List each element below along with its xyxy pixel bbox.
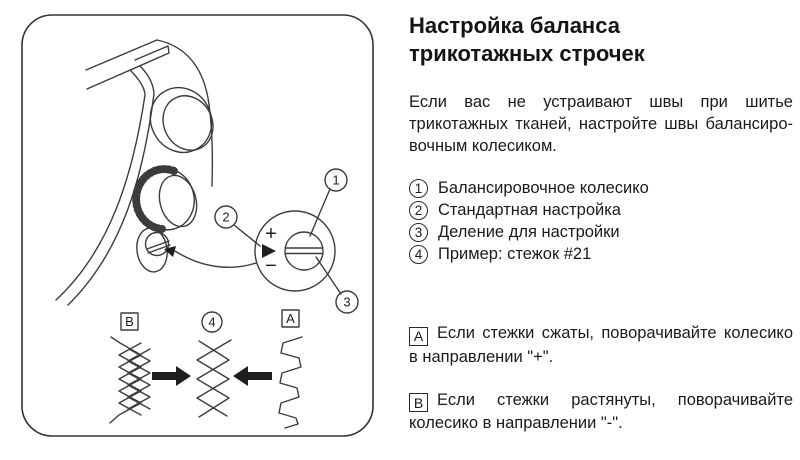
page-title: [409, 12, 793, 68]
legend-list: [409, 178, 793, 264]
page-title-line2: трикотажных строчек: [409, 41, 645, 66]
callout-3-leader: [316, 257, 341, 294]
boxed-letter-a: A: [409, 327, 428, 346]
legend-text-3: Деление для настройки: [438, 222, 620, 241]
closeup-leader-line: [175, 251, 256, 267]
note-a-text: Если стежки сжаты, поворачивайте колесико в направлении "+".: [409, 324, 793, 366]
note-b: [409, 389, 793, 435]
callout-3: [316, 257, 358, 313]
arrow-right-icon: [152, 366, 191, 386]
legend-text-2: Стандартная настройка: [438, 200, 621, 219]
callout-2: [215, 206, 260, 246]
plus-sign: +: [265, 223, 277, 245]
legend-item-1: [409, 178, 793, 198]
intro-paragraph: Если вас не устраивают швы при шитье трикотажных тканей, настройте швы балансиро-вочным колесиком.: [409, 93, 793, 155]
stitch-compressed: [110, 337, 150, 423]
stitch-b-zig4: [128, 349, 150, 409]
circled-number-1: 1: [409, 179, 428, 198]
text-column: [409, 12, 793, 434]
legend-text-4: Пример: стежок #21: [438, 244, 592, 263]
legend-item-2: [409, 200, 793, 220]
stitch-4-zig1: [197, 340, 231, 416]
label-a: A: [286, 311, 295, 326]
knob-outer: [131, 162, 201, 236]
stitch-balanced: [197, 340, 231, 417]
legend-text-1: Балансировочное колесико: [438, 178, 649, 197]
callout-4-number: 4: [208, 314, 216, 330]
arrow-left-icon: [233, 366, 272, 386]
note-b-text: Если стежки растянуты, поворачивайте колесико в направлении "-".: [409, 390, 793, 432]
diagram-panel-border: [22, 15, 373, 436]
machine-corner-inner: [131, 71, 145, 94]
callout-1: [310, 169, 347, 236]
legend-item-4: [409, 244, 793, 264]
boxed-letter-b: B: [409, 393, 428, 412]
machine-right-contour: [157, 40, 212, 186]
callout-1-leader: [310, 189, 330, 236]
stitch-4-zig2: [197, 341, 229, 417]
callout-2-leader: [234, 225, 260, 246]
stitch-stretched: [279, 337, 302, 428]
callout-1-number: 1: [332, 172, 340, 188]
machine-corner-outer: [140, 66, 154, 93]
legend-item-3: [409, 222, 793, 242]
knurled-knob: [131, 162, 202, 236]
circled-number-3: 3: [409, 223, 428, 242]
dial-screw-head: [285, 232, 323, 270]
circled-number-4: 4: [409, 245, 428, 264]
note-a: [409, 322, 793, 368]
minus-sign: −: [265, 255, 277, 277]
callout-2-number: 2: [222, 209, 230, 225]
label-b: B: [125, 314, 134, 329]
sewing-machine-drawing: [56, 40, 256, 305]
callout-3-number: 3: [343, 294, 351, 310]
balance-screw: [134, 226, 176, 274]
balance-dial-closeup: [255, 211, 335, 291]
circled-number-2: 2: [409, 201, 428, 220]
stitch-samples: [110, 310, 302, 428]
dial-slot-lines: [286, 248, 322, 254]
page-title-line1: Настройка баланса: [409, 13, 620, 38]
